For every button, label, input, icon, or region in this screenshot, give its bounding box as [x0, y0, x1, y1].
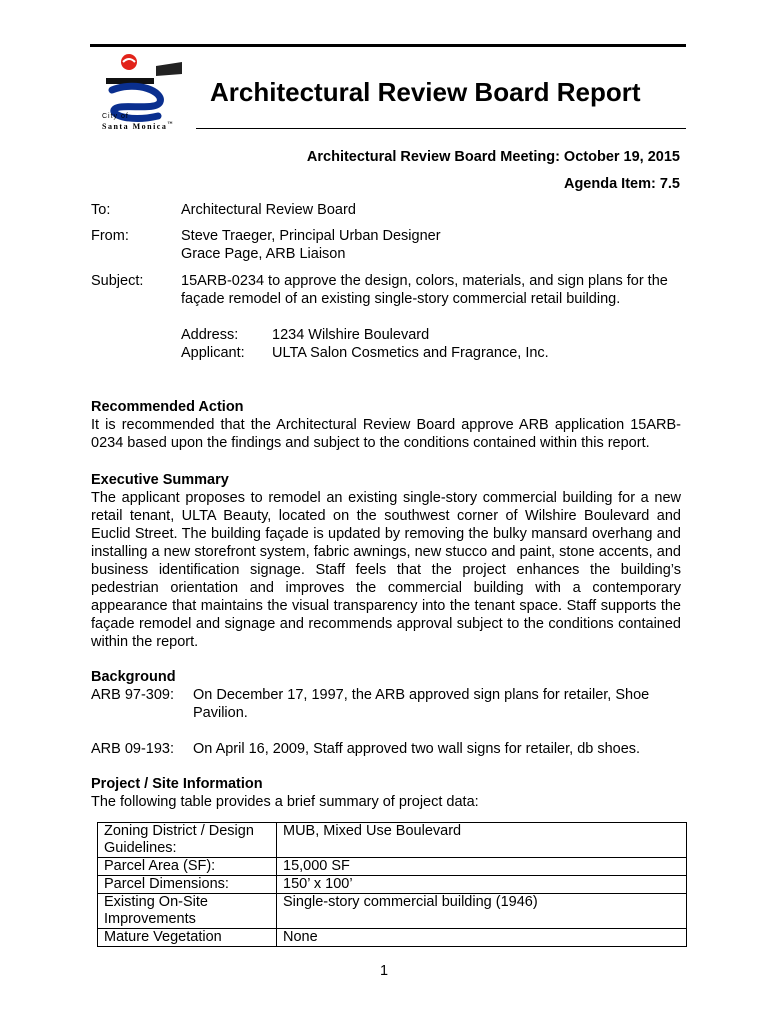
header-bottom-rule: [196, 128, 686, 129]
table-row: [98, 823, 687, 858]
subject-text: 15ARB-0234 to approve the design, colors, materials, and sign plans for the façade remodel of an existing single-story commercial retail building.: [181, 273, 668, 307]
background-text-2: On April 16, 2009, Staff approved two wall signs for retailer, db shoes.: [193, 741, 641, 757]
applicant-label: Applicant:: [181, 345, 245, 361]
table-cell-value: 150’ x 100’: [277, 876, 687, 894]
background-label-1: ARB 97-309:: [91, 687, 175, 703]
table-row: [98, 858, 687, 876]
header-top-rule: [90, 44, 686, 47]
project-heading: Project / Site Information: [91, 776, 263, 792]
table-row: [98, 929, 687, 947]
table-row: [98, 894, 687, 929]
project-data-table: [97, 822, 687, 947]
from-line-1: Steve Traeger, Principal Urban Designer: [181, 228, 441, 244]
subject-label: Subject:: [91, 273, 144, 289]
logo-small-text: City of: [102, 113, 129, 120]
table-cell-value: Single-story commercial building (1946): [277, 894, 687, 929]
address-value: 1234 Wilshire Boulevard: [272, 327, 430, 343]
page-number: 1: [380, 963, 389, 979]
project-intro: The following table provides a brief summary of project data:: [91, 794, 479, 810]
executive-heading: Executive Summary: [91, 472, 229, 488]
table-cell-label: Mature Vegetation: [98, 929, 277, 947]
recommended-heading: Recommended Action: [91, 399, 244, 415]
to-value: Architectural Review Board: [181, 202, 356, 218]
city-logo: [98, 50, 198, 136]
report-title: Architectural Review Board Report: [210, 77, 641, 107]
agenda-item: Agenda Item: 7.5: [563, 176, 680, 192]
table-cell-label: Parcel Area (SF):: [98, 858, 277, 876]
table-cell-value: MUB, Mixed Use Boulevard: [277, 823, 687, 858]
background-label-2: ARB 09-193:: [91, 741, 175, 757]
table-row: [98, 876, 687, 894]
table-cell-label: Existing On-Site Improvements: [98, 894, 277, 929]
recommended-text: It is recommended that the Architectural Review Board approve ARB application 15ARB-0234 based upon the findings and subject to the conditions contained within this report.: [91, 417, 681, 451]
table-cell-value: None: [277, 929, 687, 947]
to-label: To:: [91, 202, 111, 218]
logo-city-text: Santa Monica: [102, 122, 168, 131]
from-line-2: Grace Page, ARB Liaison: [181, 246, 346, 262]
from-label: From:: [91, 228, 129, 244]
meeting-line: Architectural Review Board Meeting: October 19, 2015: [306, 149, 680, 165]
background-heading: Background: [91, 669, 176, 685]
table-cell-label: Parcel Dimensions:: [98, 876, 277, 894]
table-cell-value: 15,000 SF: [277, 858, 687, 876]
logo-tm: ™: [167, 122, 174, 127]
applicant-value: ULTA Salon Cosmetics and Fragrance, Inc.: [272, 345, 549, 361]
logo-city-name: [102, 122, 174, 131]
background-text-1: On December 17, 1997, the ARB approved sign plans for retailer, Shoe Pavilion.: [193, 687, 650, 721]
address-label: Address:: [181, 327, 239, 343]
executive-text: The applicant proposes to remodel an existing single-story commercial building for a new retail tenant, ULTA Beauty, located on the southwest corner of Wilshire Boulevard and Euclid Street. The building façade is updated by removing the bulky mansard overhang and installing a new storefront system, fabric awnings, new stucco and paint, stone accents, and business identification signage. Staff feels that the project enhances the building’s pedestrian orientation and improves the commercial building with a contemporary appearance that maintains the visual transparency into the tenant space. Staff supports the façade remodel and signage and recommends approval subject to the conditions contained within the report.: [91, 490, 681, 650]
table-cell-label: Zoning District / Design Guidelines:: [98, 823, 277, 858]
